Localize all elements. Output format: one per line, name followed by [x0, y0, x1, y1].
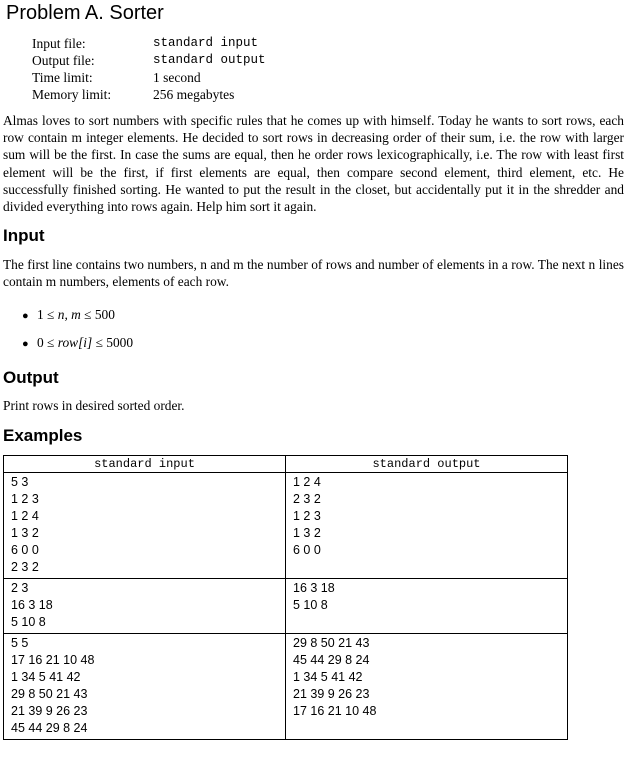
- example-output-line: 1 3 2: [293, 526, 321, 540]
- limit-row: [32, 86, 266, 103]
- example-output-line: 2 3 2: [293, 492, 321, 506]
- example-input-cell: [4, 579, 286, 634]
- example-output-line: 6 0 0: [293, 543, 321, 557]
- example-row: [4, 473, 568, 579]
- limit-label: Output file:: [32, 53, 95, 68]
- example-input-line: 21 39 9 26 23: [11, 704, 88, 718]
- input-column-header: standard input: [4, 456, 286, 473]
- example-input-line: 1 34 5 41 42: [11, 670, 81, 684]
- constraint-item: ● 1 ≤ n, m ≤ 500: [22, 306, 133, 334]
- examples-header-row: [4, 456, 568, 473]
- example-input-cell: [4, 473, 286, 579]
- bullet-icon: ●: [22, 338, 29, 350]
- limit-label: Time limit:: [32, 70, 93, 85]
- example-output-line: 1 2 4: [293, 475, 321, 489]
- example-input-cell: [4, 634, 286, 740]
- example-output-cell: [286, 634, 568, 740]
- output-description: Print rows in desired sorted order.: [3, 398, 185, 413]
- example-input-line: 2 3 2: [11, 560, 39, 574]
- example-input-line: 17 16 21 10 48: [11, 653, 95, 667]
- example-input-line: 2 3: [11, 581, 29, 595]
- example-output-line: 21 39 9 26 23: [293, 687, 370, 701]
- limit-value: standard input: [153, 36, 259, 50]
- example-output-line: 1 34 5 41 42: [293, 670, 363, 684]
- example-output-cell: [286, 579, 568, 634]
- limit-value: 256 megabytes: [153, 87, 235, 102]
- problem-title: Problem A. Sorter: [6, 2, 164, 24]
- input-description: The first line contains two numbers, n and m the number of rows and number of elements in a row. The next n lines contain m numbers, elements of each row.: [3, 257, 624, 290]
- example-input-line: 6 0 0: [11, 543, 39, 557]
- example-output-line: 1 2 3: [293, 509, 321, 523]
- example-input-line: 1 2 3: [11, 492, 39, 506]
- limit-row: [32, 35, 266, 52]
- example-input-line: 1 2 4: [11, 509, 39, 523]
- limit-label: Memory limit:: [32, 87, 112, 102]
- example-input-line: 16 3 18: [11, 598, 53, 612]
- examples-heading: Examples: [3, 426, 83, 445]
- limit-row: [32, 69, 266, 86]
- bullet-icon: ●: [22, 310, 29, 322]
- input-heading: Input: [3, 226, 45, 245]
- example-input-line: 1 3 2: [11, 526, 39, 540]
- limit-row: [32, 52, 266, 69]
- examples-table: [3, 455, 568, 740]
- limits-table: [32, 35, 266, 103]
- problem-statement: Almas loves to sort numbers with specific rules that he comes up with himself. Today he wants to sort rows, each row contain m integer elements. He decided to sort rows in decreasing order of their sum, i.e. the row with larger sum will be the first. In case the sums are equal, then he order rows lexicographically, i.e. The row with least first element will be the first, if first elements are equal, then compare second element, third element, etc. He successfully finished sorting. He wanted to put the result in the closet, but accidentally put it in the shredder and divided everything into rows again. Help him sort it again.: [3, 113, 624, 215]
- example-input-line: 45 44 29 8 24: [11, 721, 88, 735]
- example-output-cell: [286, 473, 568, 579]
- example-input-line: 5 3: [11, 475, 29, 489]
- example-output-line: 29 8 50 21 43: [293, 636, 370, 650]
- output-heading: Output: [3, 368, 59, 387]
- output-column-header: standard output: [286, 456, 568, 473]
- example-input-line: 5 5: [11, 636, 29, 650]
- constraint-item: ● 0 ≤ row[i] ≤ 5000: [22, 334, 133, 362]
- constraints-list: [22, 306, 133, 362]
- example-input-line: 5 10 8: [11, 615, 46, 629]
- example-row: [4, 579, 568, 634]
- example-row: [4, 634, 568, 740]
- example-output-line: 17 16 21 10 48: [293, 704, 377, 718]
- example-output-line: 45 44 29 8 24: [293, 653, 370, 667]
- limit-value: 1 second: [153, 70, 201, 85]
- limit-label: Input file:: [32, 36, 86, 51]
- example-input-line: 29 8 50 21 43: [11, 687, 88, 701]
- limit-value: standard output: [153, 53, 266, 67]
- example-output-line: 5 10 8: [293, 598, 328, 612]
- example-output-line: 16 3 18: [293, 581, 335, 595]
